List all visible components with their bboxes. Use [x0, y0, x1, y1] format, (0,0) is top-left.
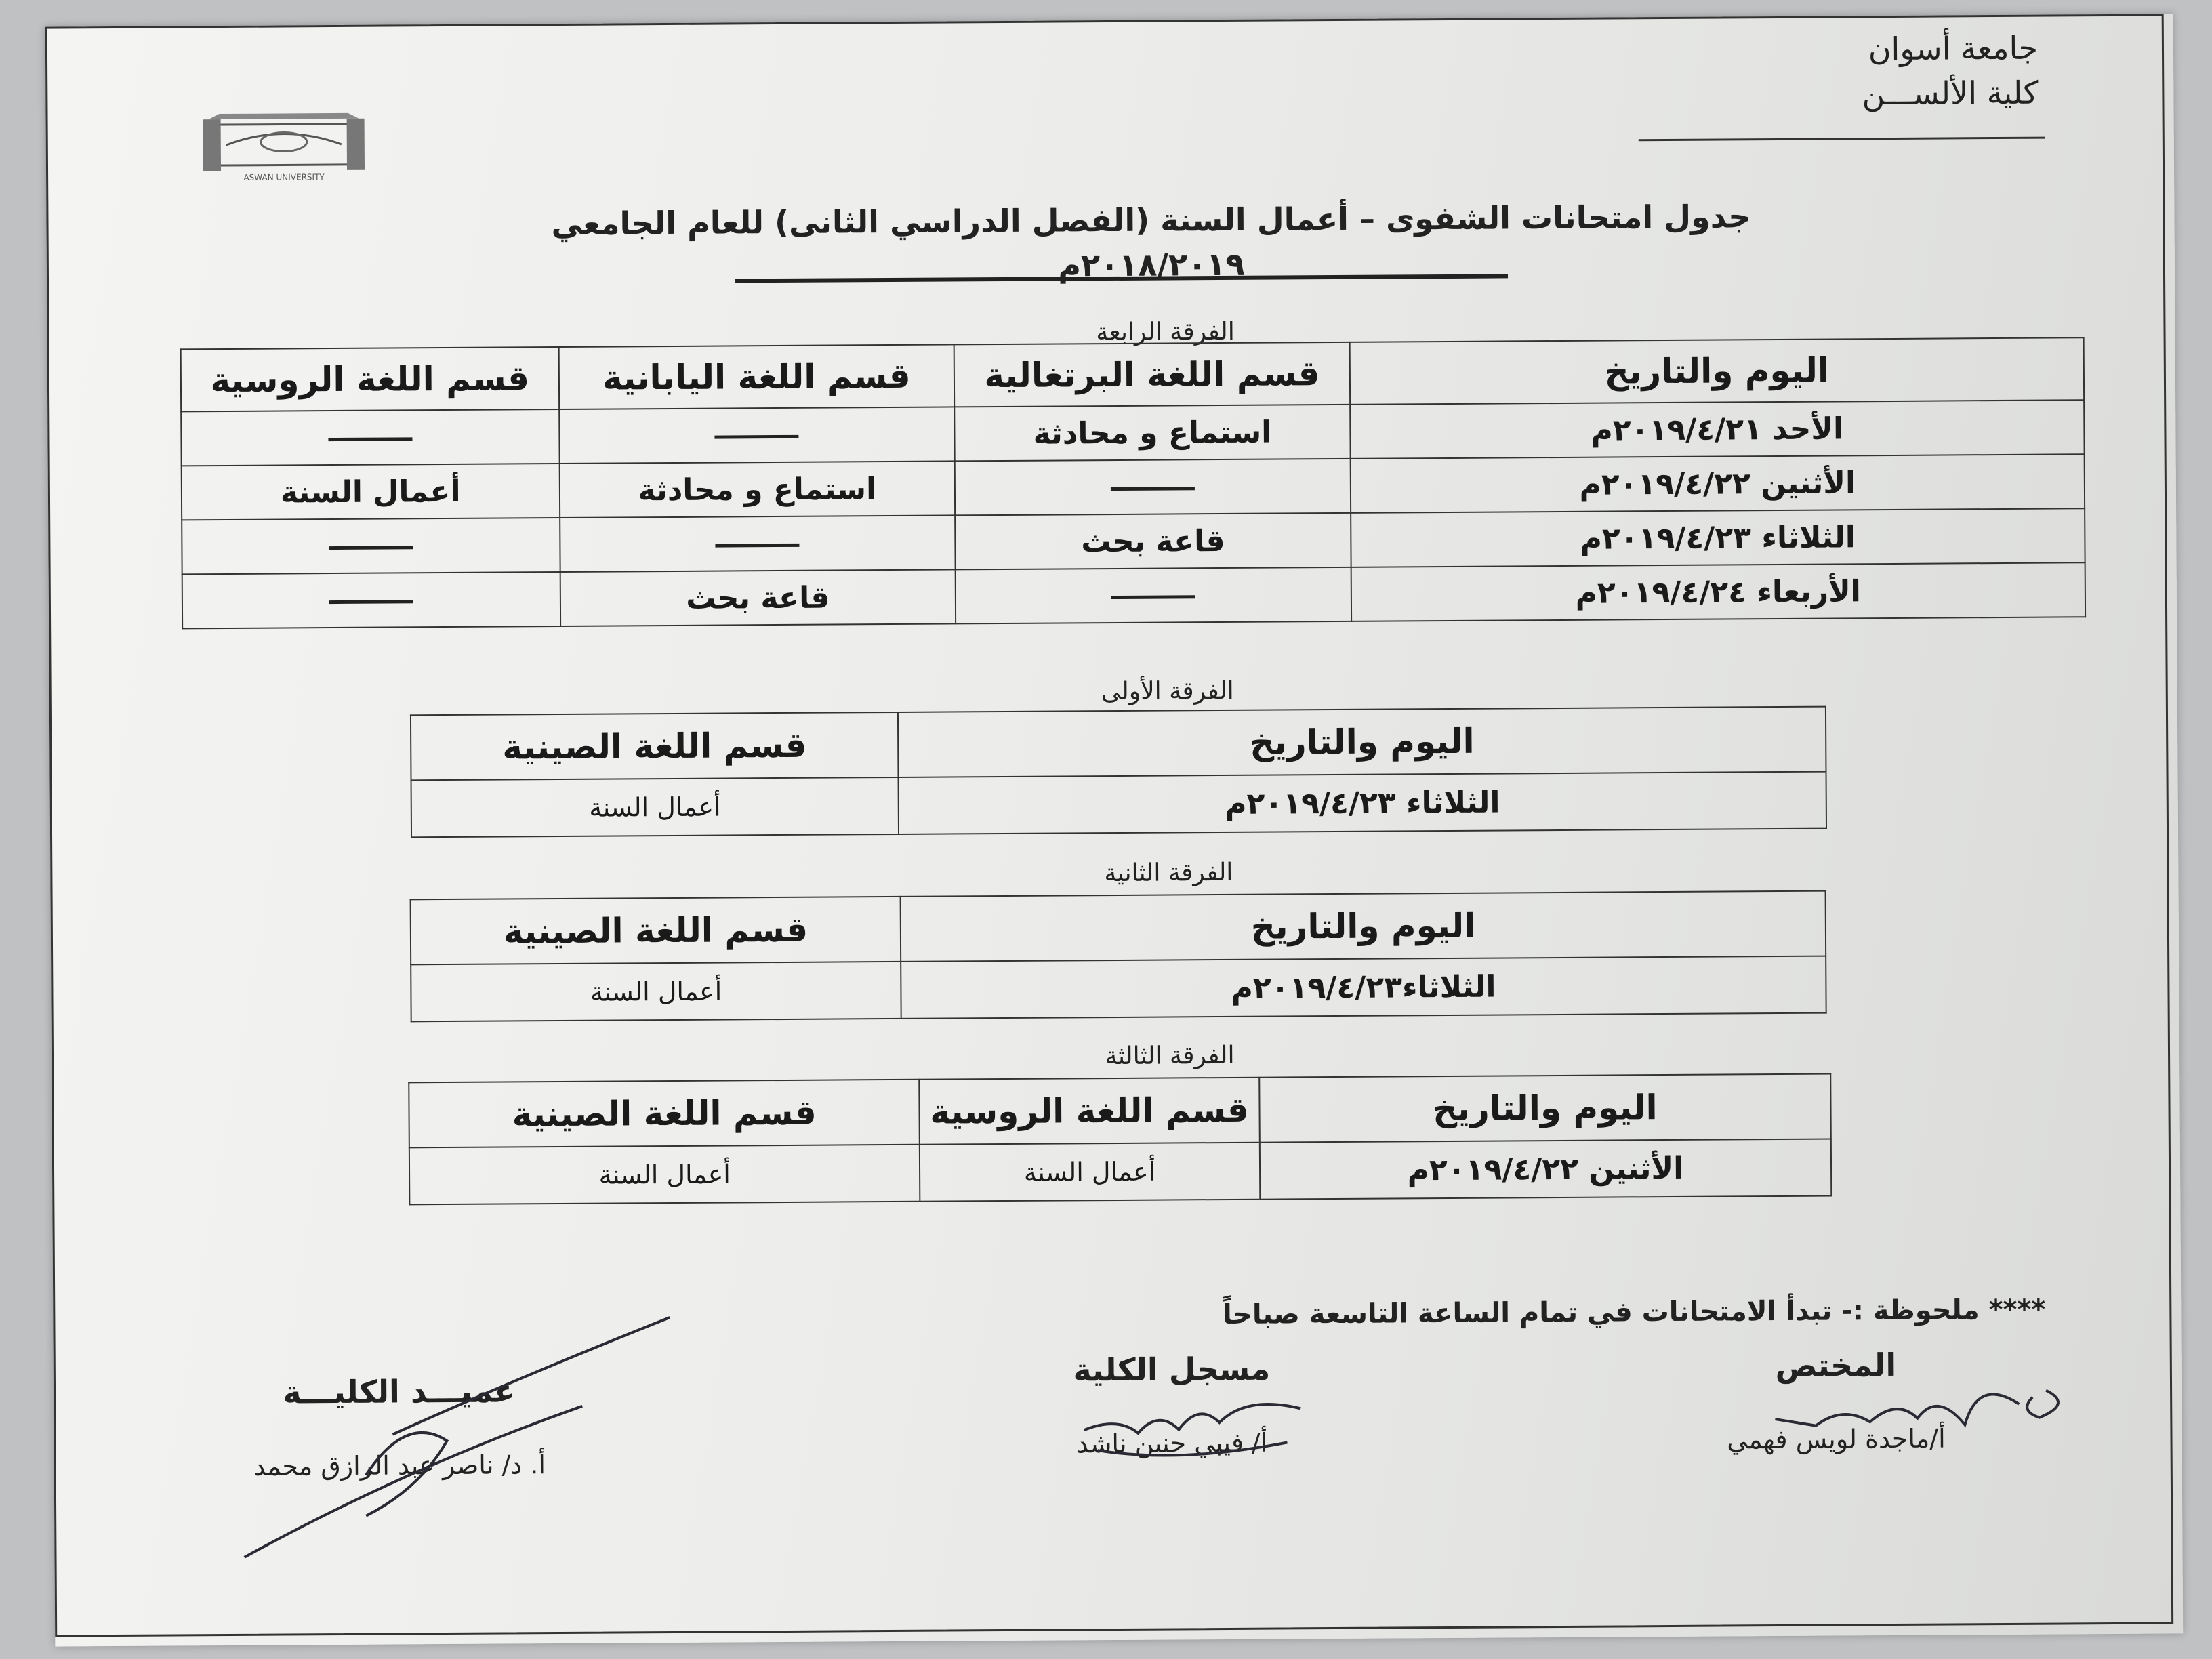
specialist-title: المختص	[1775, 1346, 1897, 1385]
fourth-year-table	[180, 337, 2086, 629]
cell-japanese	[560, 515, 956, 572]
registrar-name: أ/ فيبي حنين ناشد	[1076, 1427, 1268, 1459]
cell-russian: أعمال السنة	[920, 1143, 1260, 1202]
cell-japanese	[559, 407, 955, 464]
header-day-date: اليوم والتاريخ	[898, 707, 1826, 777]
header-day-date: اليوم والتاريخ	[1259, 1074, 1831, 1143]
row-date: الثلاثاء ٢٠١٩/٤/٢٣م	[1351, 508, 2085, 567]
row-date: الثلاثاء٢٠١٩/٤/٢٣م	[901, 956, 1826, 1019]
registrar-signature-scribble	[1043, 1381, 1328, 1471]
specialist-signature-scribble	[1761, 1363, 2081, 1460]
document-title: جدول امتحانات الشفوى – أعمال السنة (الفصل الدراسي الثانى) للعام الجامعي ٢٠١٨/٢٠١٩م	[551, 198, 1751, 284]
empty-dash	[329, 600, 413, 604]
dean-name: أ. د/ ناصر عبد الرازق محمد	[253, 1450, 546, 1481]
cell-russian	[181, 409, 559, 466]
cell-portuguese: استماع و محادثة	[954, 405, 1350, 462]
header-chinese: قسم اللغة الصينية	[411, 897, 901, 964]
header-chinese: قسم اللغة الصينية	[409, 1080, 920, 1148]
row-date: الثلاثاء ٢٠١٩/٤/٢٣م	[899, 772, 1826, 834]
row-date: الأثنين ٢٠١٩/٤/٢٢م	[1260, 1139, 1832, 1200]
header-portuguese: قسم اللغة البرتغالية	[954, 342, 1350, 407]
cell-chinese: أعمال السنة	[409, 1145, 920, 1205]
specialist-name: أ/ماجدة لويس فهمي	[1727, 1423, 1946, 1455]
cell-portuguese	[955, 459, 1351, 516]
table-row	[411, 956, 1826, 1022]
fourth-year-label: الفرقة الرابعة	[1096, 317, 1235, 347]
third-year-label: الفرقة الثالثة	[1105, 1041, 1235, 1071]
table-row	[182, 562, 2085, 628]
header-day-date: اليوم والتاريخ	[901, 891, 1826, 962]
empty-dash	[329, 546, 413, 550]
svg-text:ASWAN UNIVERSITY: ASWAN UNIVERSITY	[243, 172, 325, 182]
header-russian: قسم اللغة الروسية	[919, 1078, 1259, 1145]
header-day-date: اليوم والتاريخ	[1349, 337, 2084, 405]
table-row	[411, 772, 1826, 838]
university-name: جامعة أسوان	[1868, 29, 2039, 68]
cell-russian	[182, 518, 560, 574]
table-header-row	[409, 1074, 1831, 1148]
empty-dash	[1111, 487, 1195, 491]
row-date: الأربعاء ٢٠١٩/٤/٢٤م	[1351, 562, 2085, 621]
third-year-table	[408, 1073, 1832, 1206]
row-date: الأثنين ٢٠١٩/٤/٢٢م	[1351, 454, 2085, 513]
registrar-title: مسجل الكلية	[1073, 1350, 1271, 1389]
faculty-name: كلية الألســـن	[1862, 74, 2039, 112]
university-header	[1862, 26, 2039, 117]
second-year-table	[410, 890, 1827, 1023]
header-chinese: قسم اللغة الصينية	[411, 712, 899, 780]
cell-chinese: أعمال السنة	[411, 962, 901, 1021]
empty-dash	[328, 437, 412, 441]
empty-dash	[716, 544, 800, 548]
cell-japanese: قاعة بحث	[560, 569, 956, 626]
row-date: الأحد ٢٠١٩/٤/٢١م	[1350, 400, 2085, 459]
exam-time-note: **** ملحوظة :- تبدأ الامتحانات في تمام الساعة التاسعة صباحاً	[1222, 1294, 2046, 1331]
cell-chinese: أعمال السنة	[411, 777, 899, 837]
table-header-row	[181, 337, 2085, 411]
table-row	[409, 1139, 1831, 1205]
header-japanese: قسم اللغة اليابانية	[558, 344, 954, 409]
first-year-table	[410, 706, 1827, 838]
empty-dash	[1111, 595, 1195, 599]
first-year-label: الفرقة الأولى	[1101, 676, 1234, 706]
university-logo	[199, 93, 369, 189]
dean-signature-scribble	[202, 1297, 691, 1564]
exam-schedule-page	[45, 14, 2184, 1646]
empty-dash	[715, 435, 799, 439]
cell-russian	[182, 572, 560, 628]
cell-russian: أعمال السنة	[182, 464, 560, 520]
table-header-row	[411, 707, 1826, 781]
cell-portuguese: قاعة بحث	[955, 513, 1351, 570]
table-header-row	[411, 891, 1826, 965]
dean-title: عميـــد الكليـــة	[283, 1372, 516, 1411]
cell-portuguese	[956, 567, 1351, 624]
cell-japanese: استماع و محادثة	[559, 461, 955, 518]
second-year-label: الفرقة الثانية	[1104, 858, 1233, 888]
header-russian: قسم اللغة الروسية	[181, 347, 559, 411]
